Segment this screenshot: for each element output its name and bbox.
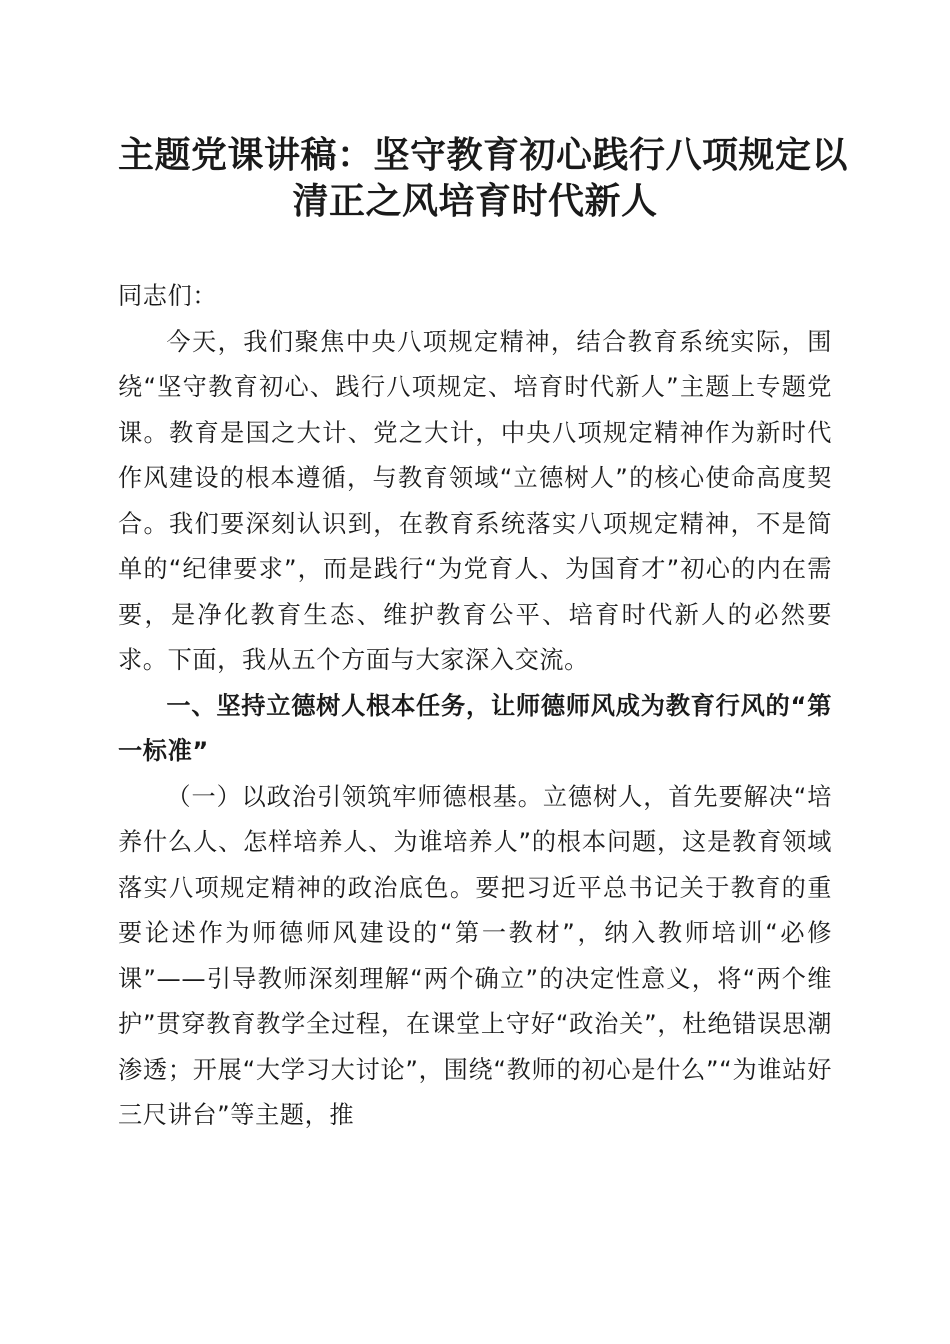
- title-line-1: 主题党课讲稿：坚守教育初心践行八项规定以: [118, 134, 849, 176]
- section-1-heading: 一、坚持立德树人根本任务，让师德师风成为教育行风的“第一标准”: [118, 691, 832, 765]
- intro-paragraph: 今天，我们聚焦中央八项规定精神，结合教育系统实际，围绕“坚守教育初心、践行八项规定、培育时代新人”主题上专题党课。教育是国之大计、党之大计，中央八项规定精神作为新时代作风建设的根本遵循，与教育领域“立德树人”的核心使命高度契合。我们要深刻认识到，在教育系统落实八项规定精神，不是简单的“纪律要求”，而是践行“为党育人、为国育才”初心的内在需要，是净化教育生态、维护教育公平、培育时代新人的必然要求。下面，我从五个方面与大家深入交流。: [118, 327, 832, 674]
- title-line-2: 清正之风培育时代新人: [292, 180, 658, 222]
- document-title: [118, 132, 849, 224]
- section-1-paragraph-1: （一）以政治引领筑牢师德根基。立德树人，首先要解决“培养什么人、怎样培养人、为谁培养人”的根本问题，这是教育领域落实八项规定精神的政治底色。要把习近平总书记关于教育的重要论述作为师德师风建设的“第一教材”，纳入教师培训“必修课”——引导教师深刻理解“两个确立”的决定性意义，将“两个维护”贯穿教育教学全过程，在课堂上守好“政治关”，杜绝错误思潮渗透；开展“大学习大讨论”，围绕“教师的初心是什么”“为谁站好三尺讲台”等主题，推: [118, 782, 832, 1129]
- salutation: 同志们：: [118, 282, 218, 310]
